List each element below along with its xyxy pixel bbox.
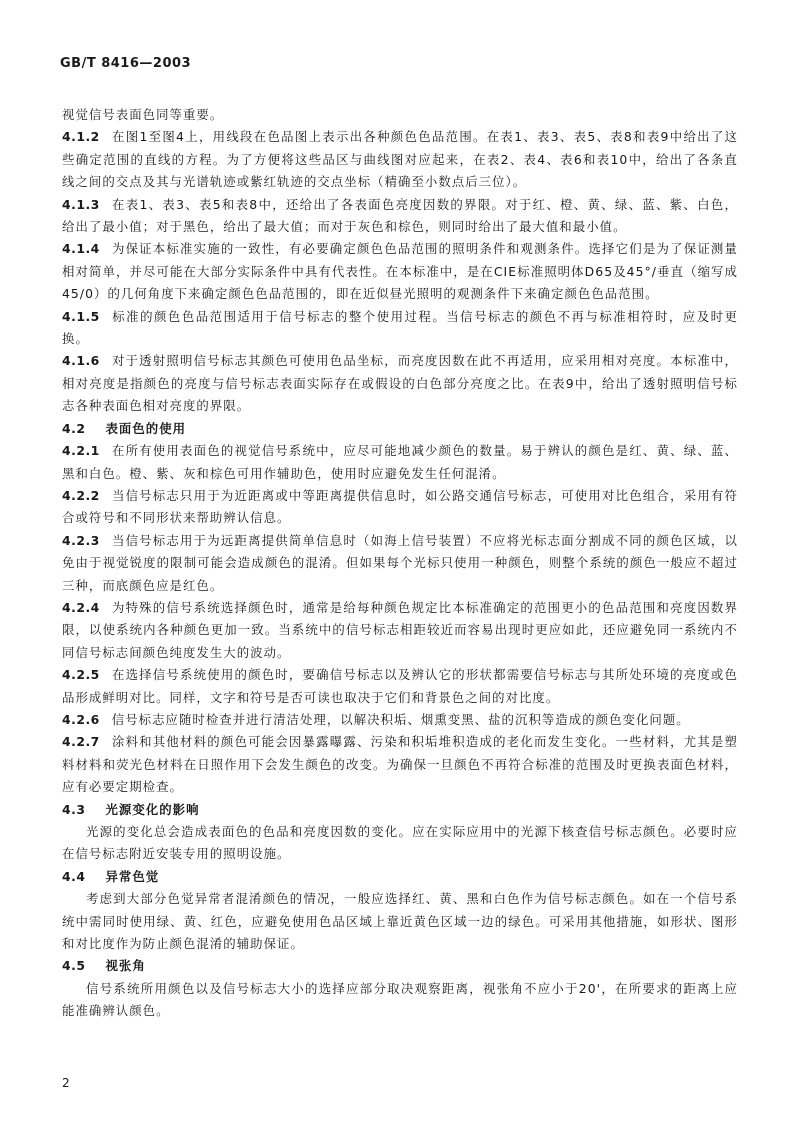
paragraph	[62, 888, 738, 955]
clause-number: 4.2.4	[62, 599, 100, 615]
paragraph	[62, 194, 738, 239]
heading-text: 光源变化的影响	[105, 801, 200, 817]
clause-number: 4.2.1	[62, 443, 100, 459]
standard-code: GB/T 8416—2003	[60, 56, 192, 71]
paragraph-text: 在图1至图4上，用线段在色品图上表示出各种颜色色品范围。在表1、表3、表5、表8和表9中给出了这些确定范围的直线的方程。为了方便将这些品区与曲线图对应起来，在表2、表4、表6和表10中，给出了各条直线之间的交点及其与光谱轨迹或紫红轨迹的交点坐标（精确至小数点后三位）。	[62, 129, 738, 190]
clause-number: 4.2.6	[62, 711, 100, 727]
paragraph-text: 当信号标志用于为远距离提供简单信息时（如海上信号装置）不应将光标志面分割成不同的颜色区域，以免由于视觉锐度的限制可能会造成颜色的混淆。但如果每个光标只使用一种颜色，则整个系统的颜色一般应不超过三种，而底颜色应是红色。	[62, 532, 738, 593]
clause-number: 4.1.3	[62, 196, 100, 212]
paragraph-text: 为特殊的信号系统选择颜色时，通常是给每种颜色规定比本标准确定的范围更小的色品范围和亮度因数界限，以使系统内各种颜色更加一致。当系统中的信号标志相距较近而容易出现时更应如此，还应避免同一系统内不同信号标志间颜色纯度发生大的波动。	[62, 599, 738, 660]
paragraph-text: 在所有使用表面色的视觉信号系统中，应尽可能地减少颜色的数量。易于辨认的颜色是红、黄、绿、蓝、黑和白色。橙、紫、灰和棕色可用作辅助色，使用时应避免发生任何混淆。	[62, 443, 738, 481]
paragraph-text: 为保证本标准实施的一致性，有必要确定颜色色品范围的照明条件和观测条件。选择它们是为了保证测量相对简单，并尽可能在大部分实际条件中具有代表性。在本标准中，是在CIE标准照明体D65及45°/垂直（缩写成45/0）的几何角度下来确定颜色色品范围的，即在近似昼光照明的观测条件下来确定颜色色品范围。	[62, 241, 738, 302]
clause-number: 4.2.2	[62, 487, 100, 503]
paragraph-text: 在表1、表3、表5和表8中，还给出了各表面色亮度因数的界限。对于红、橙、黄、绿、蓝、紫、白色，给出了最小值；对于黑色，给出了最大值；而对于灰色和棕色，则同时给出了最大值和最小值。	[62, 196, 738, 235]
clause-number: 4.2.5	[62, 667, 100, 683]
paragraph	[62, 126, 738, 193]
paragraph	[62, 306, 738, 351]
paragraph	[62, 731, 738, 798]
section-heading	[62, 418, 738, 440]
paragraph	[62, 597, 738, 664]
paragraph-text: 信号标志应随时检查并进行清洁处理，以解决积垢、烟熏变黑、盐的沉积等造成的颜色变化问题。	[111, 711, 690, 727]
section-heading	[62, 955, 738, 977]
paragraph-text: 标准的颜色色品范围适用于信号标志的整个使用过程。当信号标志的颜色不再与标准相符时，应及时更换。	[62, 308, 738, 347]
paragraph-text: 当信号标志只用于为近距离或中等距离提供信息时，如公路交通信号标志，可使用对比色组合，采用有符合或符号和不同形状来帮助辨认信息。	[62, 487, 738, 526]
paragraph	[62, 350, 738, 417]
clause-number: 4.1.5	[62, 308, 100, 324]
clause-number: 4.2.7	[62, 734, 100, 750]
heading-text: 异常色觉	[105, 868, 160, 884]
paragraph	[62, 104, 738, 126]
paragraph	[62, 440, 738, 485]
paragraph	[62, 664, 738, 709]
section-heading	[62, 866, 738, 888]
paragraph	[62, 485, 738, 530]
paragraph-text: 在选择信号系统使用的颜色时，要确信号标志以及辨认它的形状都需要信号标志与其所处环境的亮度或色品形成鲜明对比。同样，文字和符号是否可读也取决于它们和背景色之间的对比度。	[62, 667, 738, 705]
paragraph	[62, 238, 738, 305]
clause-number: 4.3	[62, 801, 86, 817]
clause-number: 4.1.2	[62, 129, 100, 145]
heading-text: 表面色的使用	[105, 420, 187, 436]
paragraph	[62, 530, 738, 597]
paragraph	[62, 978, 738, 1023]
clause-number: 4.5	[62, 958, 86, 974]
clause-number: 4.2.3	[62, 532, 100, 548]
paragraph-text: 涂料和其他材料的颜色可能会因暴露曝露、污染和积垢堆积造成的老化而发生变化。一些材料，尤其是塑料材料和荧光色材料在日照作用下会发生颜色的改变。为确保一旦颜色不再符合标准的范围及时更换表面色材料，应有必要定期检查。	[62, 734, 738, 795]
heading-text: 视张角	[105, 958, 146, 974]
document-body	[62, 104, 738, 1023]
paragraph	[62, 709, 738, 731]
section-heading	[62, 799, 738, 821]
paragraph	[62, 821, 738, 866]
clause-number: 4.4	[62, 868, 86, 884]
paragraph-text: 信号系统所用颜色以及信号标志大小的选择应部分取决观察距离，视张角不应小于20'，在所要求的距离上应能准确辨认颜色。	[62, 980, 738, 1019]
clause-number: 4.2	[62, 420, 86, 436]
paragraph-text: 对于透射照明信号标志其颜色可使用色品坐标，而亮度因数在此不再适用，应采用相对亮度。本标准中，相对亮度是指颜色的亮度与信号标志表面实际存在或假设的白色部分亮度之比。在表9中，给出了透射照明信号标志各种表面色相对亮度的界限。	[62, 353, 738, 414]
paragraph-text: 考虑到大部分色觉异常者混淆颜色的情况，一般应选择红、黄、黑和白色作为信号标志颜色。如在一个信号系统中需同时使用绿、黄、红色，应避免使用色品区域上靠近黄色区域一边的绿色。可采用其他措施，如形状、图形和对比度作为防止颜色混淆的辅助保证。	[62, 891, 738, 952]
paragraph-text: 视觉信号表面色同等重要。	[62, 107, 224, 122]
paragraph-text: 光源的变化总会造成表面色的色品和亮度因数的变化。应在实际应用中的光源下核查信号标志颜色。必要时应在信号标志附近安装专用的照明设施。	[62, 824, 738, 862]
page-number: 2	[62, 1076, 70, 1090]
clause-number: 4.1.4	[62, 241, 100, 257]
clause-number: 4.1.6	[62, 353, 100, 369]
